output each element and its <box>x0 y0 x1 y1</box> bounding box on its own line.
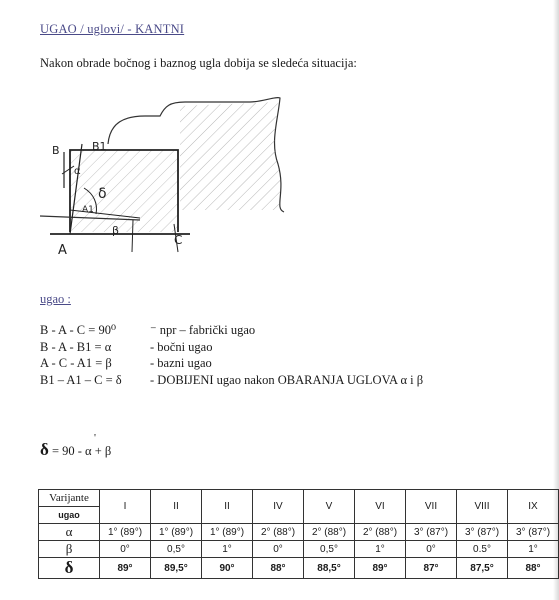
label-a1: A1 <box>82 205 94 215</box>
table-cell: 88,5° <box>304 558 355 579</box>
formula-prime-mark: ' <box>94 432 96 444</box>
variants-table <box>38 489 559 579</box>
column-header: I <box>100 490 151 524</box>
column-header: II <box>202 490 253 524</box>
column-header: V <box>304 490 355 524</box>
table-header-row <box>39 490 559 507</box>
table-cell: 89° <box>100 558 151 579</box>
table-cell: 0,5° <box>304 541 355 558</box>
definition-row <box>40 340 212 355</box>
column-header: IX <box>508 490 559 524</box>
column-header: VII <box>406 490 457 524</box>
definition-row <box>40 373 423 388</box>
table-cell: 89,5° <box>151 558 202 579</box>
definition-row <box>40 356 212 371</box>
label-b1: B1 <box>92 140 107 153</box>
angle-sketch <box>40 92 300 260</box>
definition-expression: B - A - C = 90⁰ <box>40 323 116 337</box>
label-c: C <box>174 233 183 247</box>
table-cell: 1° <box>355 541 406 558</box>
table-cell: 87,5° <box>457 558 508 579</box>
label-a: A <box>58 243 67 258</box>
table-cell: 0.5° <box>457 541 508 558</box>
definition-expression: B - A - B1 = α <box>40 340 112 354</box>
table-cell: 1° (89°) <box>202 524 253 541</box>
workpiece-hatch <box>180 102 282 210</box>
table-cell: 2° (88°) <box>253 524 304 541</box>
definition-expression: A - C - A1 = β <box>40 356 112 370</box>
row-symbol-delta: δ <box>39 558 100 579</box>
definition-description: - bočni ugao <box>150 340 213 354</box>
label-delta: δ <box>98 186 107 202</box>
header-ugao: ugao <box>39 507 100 524</box>
table-cell: 1° (89°) <box>100 524 151 541</box>
table-cell: 3° (87°) <box>406 524 457 541</box>
table-cell: 1° (89°) <box>151 524 202 541</box>
row-symbol-alpha: α <box>39 524 100 541</box>
definition-description: - bazni ugao <box>150 356 212 370</box>
column-header: VI <box>355 490 406 524</box>
table-cell: 2° (88°) <box>355 524 406 541</box>
delta-formula <box>40 432 112 460</box>
row-symbol-beta: β <box>39 541 100 558</box>
formula-delta-symbol: δ <box>40 440 49 459</box>
column-header: VIII <box>457 490 508 524</box>
table-cell: 3° (87°) <box>508 524 559 541</box>
definition-description: - DOBIJENI ugao nakon OBARANJA UGLOVA α i β <box>150 373 424 387</box>
table-cell: 88° <box>508 558 559 579</box>
definition-row <box>40 322 255 338</box>
label-alpha: α <box>74 166 81 177</box>
definition-expression: B1 – A1 – C = δ <box>40 373 122 387</box>
table-cell: 88° <box>253 558 304 579</box>
column-header: II <box>151 490 202 524</box>
table-cell: 0° <box>100 541 151 558</box>
table-cell: 1° <box>202 541 253 558</box>
label-beta: β <box>112 224 120 237</box>
table-row-delta <box>39 558 559 579</box>
table-cell: 0° <box>406 541 457 558</box>
table-cell: 0,5° <box>151 541 202 558</box>
intro-text: Nakon obrade bočnog i baznog ugla dobija se sledeća situacija: <box>40 56 357 70</box>
table-cell: 3° (87°) <box>457 524 508 541</box>
definition-description: ⁻ npr – fabrički ugao <box>150 323 256 337</box>
table-cell: 89° <box>355 558 406 579</box>
table-cell: 87° <box>406 558 457 579</box>
column-header: IV <box>253 490 304 524</box>
table-cell: 1° <box>508 541 559 558</box>
table-row-alpha <box>39 524 559 541</box>
table-cell: 2° (88°) <box>304 524 355 541</box>
header-varijante: Varijante <box>39 490 100 507</box>
formula-expression: = 90 - α + β <box>48 444 112 458</box>
table-cell: 0° <box>253 541 304 558</box>
table-row-beta <box>39 541 559 558</box>
page-title: UGAO / uglovi/ - KANTNI <box>40 22 185 36</box>
ugao-heading: ugao : <box>40 292 71 306</box>
label-b: B <box>52 144 60 157</box>
table-cell: 90° <box>202 558 253 579</box>
